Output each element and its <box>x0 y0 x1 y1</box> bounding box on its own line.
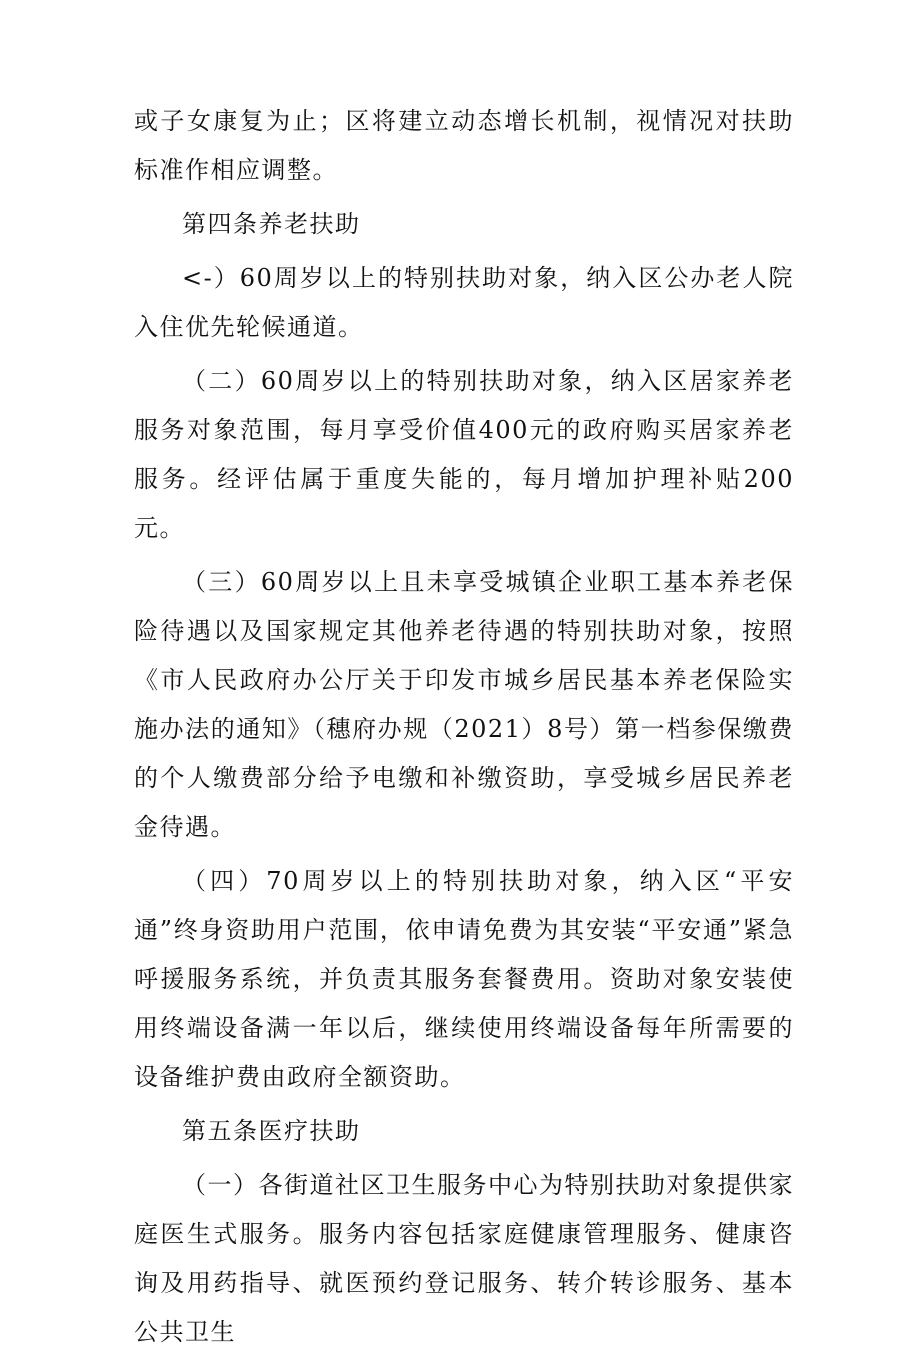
paragraph-elderly-2: （二）60周岁以上的特别扶助对象，纳入区居家养老服务对象范围，每月享受价值400元的政府购买居家养老服务。经评估属于重度失能的，每月增加护理补贴200元。 <box>134 367 794 542</box>
paragraph-medical-1: （一）各街道社区卫生服务中心为特别扶助对象提供家庭医生式服务。服务内容包括家庭健康管理服务、健康咨询及用药指导、就医预约登记服务、转介转诊服务、基本公共卫生 <box>134 1171 794 1346</box>
article-five-heading: 第五条医疗扶助 <box>182 1117 361 1145</box>
paragraph-elderly-1: <-）60周岁以上的特别扶助对象，纳入区公办老人院入住优先轮候通道。 <box>134 264 794 341</box>
document-page <box>134 97 794 1357</box>
paragraph-elderly-3: （三）60周岁以上且未享受城镇企业职工基本养老保险待遇以及国家规定其他养老待遇的特别扶助对象，按照《市人民政府办公厅关于印发市城乡居民基本养老保险实施办法的通知》（穗府办规（2021）8号）第一档参保缴费的个人缴费部分给予电缴和补缴资助，享受城乡居民养老金待遇。 <box>134 568 794 841</box>
article-four-heading: 第四条养老扶助 <box>182 210 361 238</box>
paragraph-continuation: 或子女康复为止；区将建立动态增长机制，视情况对扶助标准作相应调整。 <box>134 107 794 184</box>
paragraph-elderly-4: （四）70周岁以上的特别扶助对象，纳入区“平安通”终身资助用户范围，依申请免费为其安装“平安通”紧急呼援服务系统，并负责其服务套餐费用。资助对象安装使用终端设备满一年以后，继续使用终端设备每年所需要的设备维护费由政府全额资助。 <box>134 867 794 1091</box>
